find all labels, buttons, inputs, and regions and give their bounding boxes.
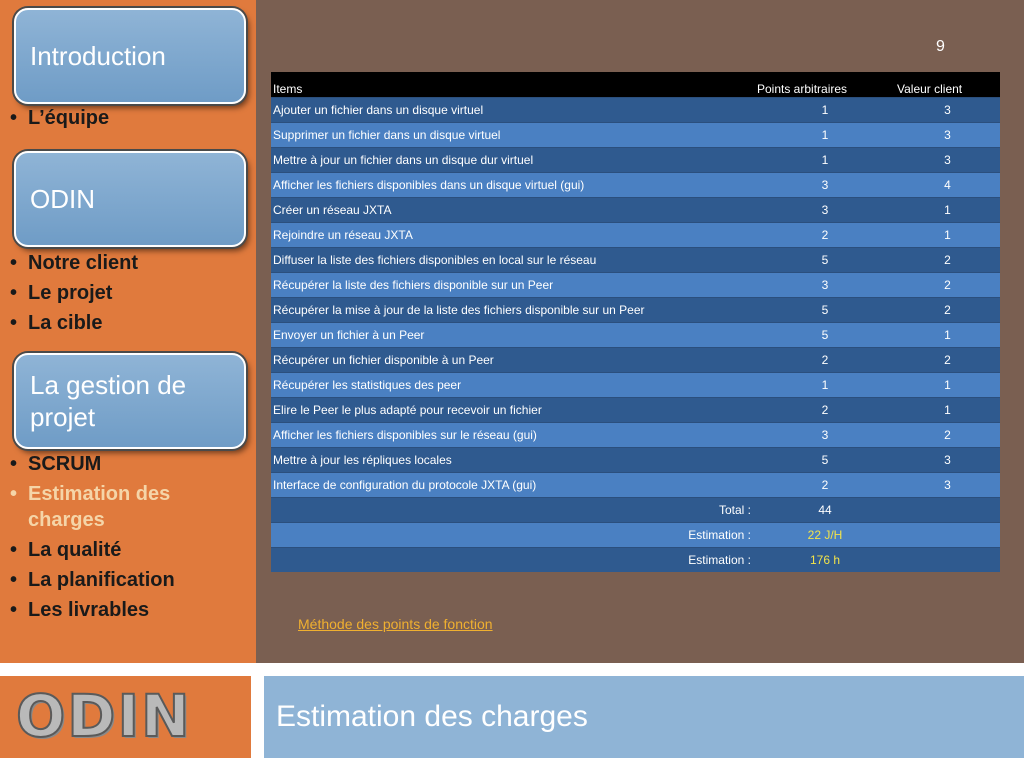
table-row: [271, 398, 1000, 423]
cell-points: 2: [755, 223, 895, 248]
section-introduction[interactable]: [14, 8, 246, 104]
header-points: Points arbitraires: [755, 72, 895, 98]
table-row: [271, 173, 1000, 198]
cell-value: 1: [895, 373, 1000, 398]
cell-value: 2: [895, 423, 1000, 448]
cell-value: 3: [895, 148, 1000, 173]
header-items: Items: [271, 72, 755, 98]
cell-item: Ajouter un fichier dans un disque virtuel: [271, 98, 755, 123]
bullet-list-gestion: [6, 451, 251, 627]
table-row: [271, 98, 1000, 123]
cell-points: 5: [755, 448, 895, 473]
cell-item: Elire le Peer le plus adapté pour recevoir un fichier: [271, 398, 755, 423]
empty-cell: [895, 523, 1000, 548]
cell-value: 3: [895, 123, 1000, 148]
table-row: [271, 473, 1000, 498]
cell-item: Interface de configuration du protocole JXTA (gui): [271, 473, 755, 498]
table-row: [271, 298, 1000, 323]
function-points-link[interactable]: Méthode des points de fonction: [298, 616, 493, 632]
bullet-item[interactable]: • Les livrables: [6, 597, 251, 623]
table-row: [271, 348, 1000, 373]
cell-points: 2: [755, 473, 895, 498]
cell-value: 2: [895, 248, 1000, 273]
section-odin[interactable]: [14, 151, 246, 247]
bullet-list-introduction: [6, 105, 251, 135]
empty-cell: [895, 548, 1000, 573]
cell-value: 2: [895, 298, 1000, 323]
cell-points: 1: [755, 148, 895, 173]
cell-value: 3: [895, 98, 1000, 123]
cell-points: 1: [755, 373, 895, 398]
cell-value: 1: [895, 223, 1000, 248]
cell-item: Afficher les fichiers disponibles sur le réseau (gui): [271, 423, 755, 448]
page-number: 9: [936, 38, 945, 55]
estimation-hours-value: 176 h: [755, 548, 895, 573]
table-row: [271, 248, 1000, 273]
section-title: ODIN: [30, 183, 95, 214]
cell-points: 5: [755, 298, 895, 323]
bullet-item[interactable]: • SCRUM: [6, 451, 251, 477]
total-value: 44: [755, 498, 895, 523]
table-row: [271, 123, 1000, 148]
cell-points: 2: [755, 398, 895, 423]
estimation-hours-row: [271, 548, 1000, 573]
total-label: Total :: [271, 498, 755, 523]
estimation-hours-label: Estimation :: [271, 548, 755, 573]
bullet-item[interactable]: • Notre client: [6, 250, 251, 276]
cell-value: 3: [895, 448, 1000, 473]
cell-item: Rejoindre un réseau JXTA: [271, 223, 755, 248]
table-row: [271, 423, 1000, 448]
cell-points: 5: [755, 323, 895, 348]
cell-points: 2: [755, 348, 895, 373]
cell-item: Afficher les fichiers disponibles dans un disque virtuel (gui): [271, 173, 755, 198]
table-row: [271, 273, 1000, 298]
cell-item: Récupérer la liste des fichiers disponible sur un Peer: [271, 273, 755, 298]
cell-value: 2: [895, 348, 1000, 373]
cell-points: 3: [755, 423, 895, 448]
odin-logo: ODIN: [16, 682, 192, 750]
table-row: [271, 198, 1000, 223]
cell-item: Mettre à jour les répliques locales: [271, 448, 755, 473]
cell-item: Diffuser la liste des fichiers disponibles en local sur le réseau: [271, 248, 755, 273]
cell-item: Mettre à jour un fichier dans un disque dur virtuel: [271, 148, 755, 173]
bullet-item[interactable]: • La qualité: [6, 537, 251, 563]
table-row: [271, 323, 1000, 348]
cell-value: 1: [895, 323, 1000, 348]
cell-item: Récupérer les statistiques des peer: [271, 373, 755, 398]
cell-item: Récupérer un fichier disponible à un Peer: [271, 348, 755, 373]
table-header-row: [271, 72, 1000, 98]
cell-value: 2: [895, 273, 1000, 298]
cell-points: 1: [755, 123, 895, 148]
estimation-table: [271, 72, 1000, 572]
table-row: [271, 448, 1000, 473]
table-row: [271, 223, 1000, 248]
bullet-item[interactable]: • Le projet: [6, 280, 251, 306]
bullet-list-odin: [6, 250, 251, 340]
cell-item: Récupérer la mise à jour de la liste des fichiers disponible sur un Peer: [271, 298, 755, 323]
estimation-days-label: Estimation :: [271, 523, 755, 548]
cell-value: 4: [895, 173, 1000, 198]
cell-points: 3: [755, 198, 895, 223]
bullet-item[interactable]: • La cible: [6, 310, 251, 336]
slide-title: Estimation des charges: [276, 700, 588, 733]
header-value: Valeur client: [895, 72, 1000, 98]
bullet-item[interactable]: • L’équipe: [6, 105, 251, 131]
cell-points: 3: [755, 273, 895, 298]
table-row: [271, 373, 1000, 398]
section-title: Introduction: [30, 40, 166, 71]
cell-points: 1: [755, 98, 895, 123]
estimation-days-value: 22 J/H: [755, 523, 895, 548]
total-row: [271, 498, 1000, 523]
bullet-item-active[interactable]: • Estimation des charges: [6, 481, 251, 533]
empty-cell: [895, 498, 1000, 523]
section-title: La gestion de projet: [30, 370, 187, 432]
bullet-item[interactable]: • La planification: [6, 567, 251, 593]
cell-value: 1: [895, 198, 1000, 223]
section-gestion-de-projet[interactable]: [14, 353, 246, 449]
cell-item: Créer un réseau JXTA: [271, 198, 755, 223]
estimation-days-row: [271, 523, 1000, 548]
cell-value: 1: [895, 398, 1000, 423]
table-row: [271, 148, 1000, 173]
cell-item: Envoyer un fichier à un Peer: [271, 323, 755, 348]
cell-item: Supprimer un fichier dans un disque virtuel: [271, 123, 755, 148]
cell-value: 3: [895, 473, 1000, 498]
cell-points: 3: [755, 173, 895, 198]
cell-points: 5: [755, 248, 895, 273]
